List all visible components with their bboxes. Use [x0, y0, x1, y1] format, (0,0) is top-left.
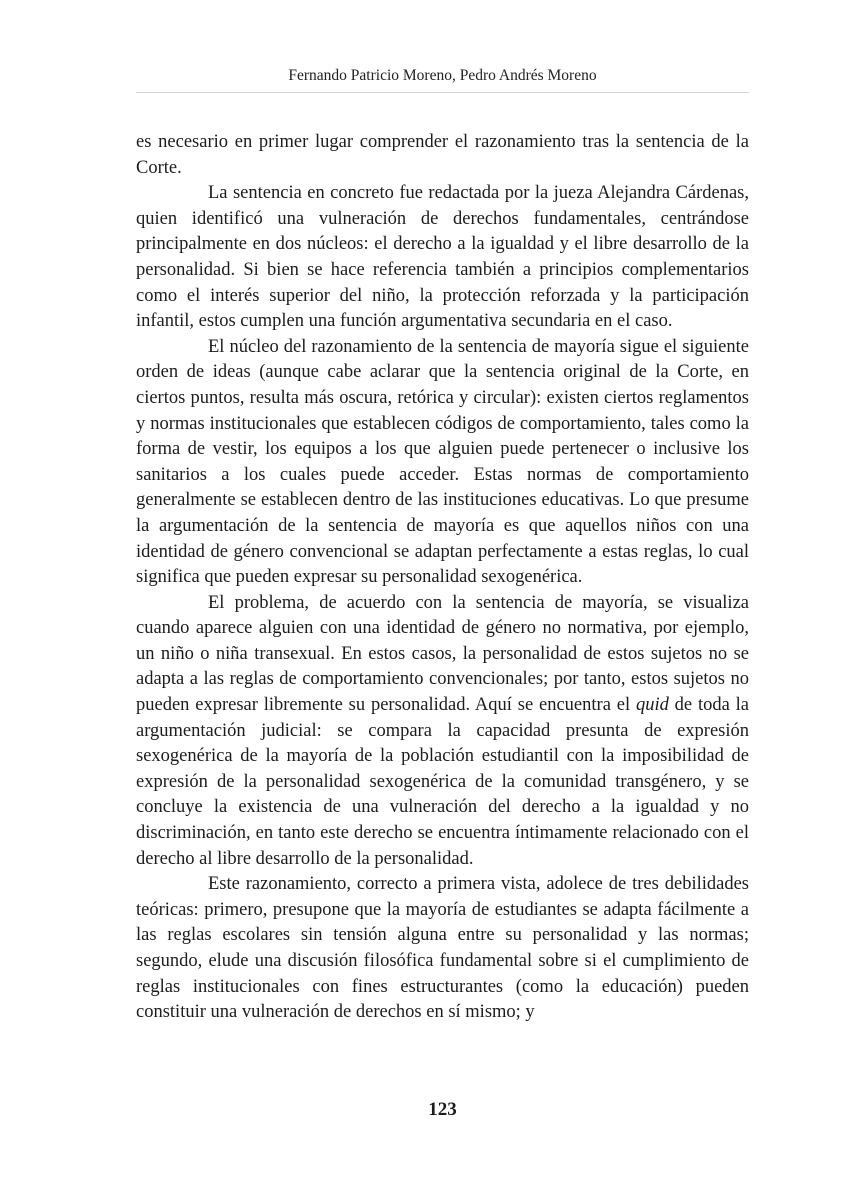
running-header-authors: Fernando Patricio Moreno, Pedro Andrés Moreno [288, 67, 597, 84]
body-text [136, 130, 749, 1026]
header-divider [136, 92, 749, 93]
paragraph-continuation: es necesario en primer lugar comprender el razonamiento tras la sentencia de la Corte. [136, 132, 749, 178]
paragraph-the-problem [136, 591, 749, 873]
page-number: 123 [428, 1099, 457, 1120]
paragraph-sentence-authorship: La sentencia en concreto fue redactada por la jueza Alejandra Cárdenas, quien identificó una vulneración de derechos fundamentales, centrándose principalmente en dos núcleos: el derecho a la igualdad y el libre desarrollo de la personalidad. Si bien se hace referencia también a principios complementarios como el interés superior del niño, la protección reforzada y la participación infantil, estos cumplen una función argumentativa secundaria en el caso. [136, 183, 749, 332]
paragraph-theoretical-weaknesses: Este razonamiento, correcto a primera vista, adolece de tres debilidades teóricas: primero, presupone que la mayoría de estudiantes se adapta fácilmente a las reglas escolares sin tensión alguna entre su personalidad y las normas; segundo, elude una discusión filosófica fundamental sobre si el cumplimiento de reglas institucionales con fines estructurantes (como la educación) pueden constituir una vulneración de derechos en sí mismo; y [136, 874, 749, 1023]
paragraph-majority-reasoning: El núcleo del razonamiento de la sentencia de mayoría sigue el siguiente orden de ideas (aunque cabe aclarar que la sentencia original de la Corte, en ciertos puntos, resulta más oscura, retórica y circular): existen ciertos reglamentos y normas institucionales que establecen códigos de comportamiento, tales como la forma de vestir, los equipos a los que alguien puede pertenecer o inclusive los sanitarios a los cuales puede acceder. Estas normas de comportamiento generalmente se establecen dentro de las instituciones educativas. Lo que presume la argumentación de la sentencia de mayoría es que aquellos niños con una identidad de género convencional se adaptan perfectamente a estas reglas, lo cual significa que pueden expresar su personalidad sexogenérica. [136, 336, 749, 588]
italic-term-quid: quid [635, 695, 669, 716]
paragraph-text-segment: de toda la argumentación judicial: se compara la capacidad presunta de expresión sexogenérica de la mayoría de la población estudiantil con la imposibilidad de expresión de la personalidad sexogenérica de la comunidad transgénero, y se concluye la existencia de una vulneración del derecho a la igualdad y no discriminación, en tanto este derecho se encuentra íntimamente relacionado con el derecho al libre desarrollo de la personalidad. [136, 695, 749, 869]
paragraph-text-segment: El problema, de acuerdo con la sentencia de mayoría, se visualiza cuando aparece alguien con una identidad de género no normativa, por ejemplo, un niño o niña transexual. En estos casos, la personalidad de estos sujetos no se adapta a las reglas de comportamiento convencionales; por tanto, estos sujetos no pueden expresar libremente su personalidad. Aquí se encuentra el [136, 592, 749, 716]
